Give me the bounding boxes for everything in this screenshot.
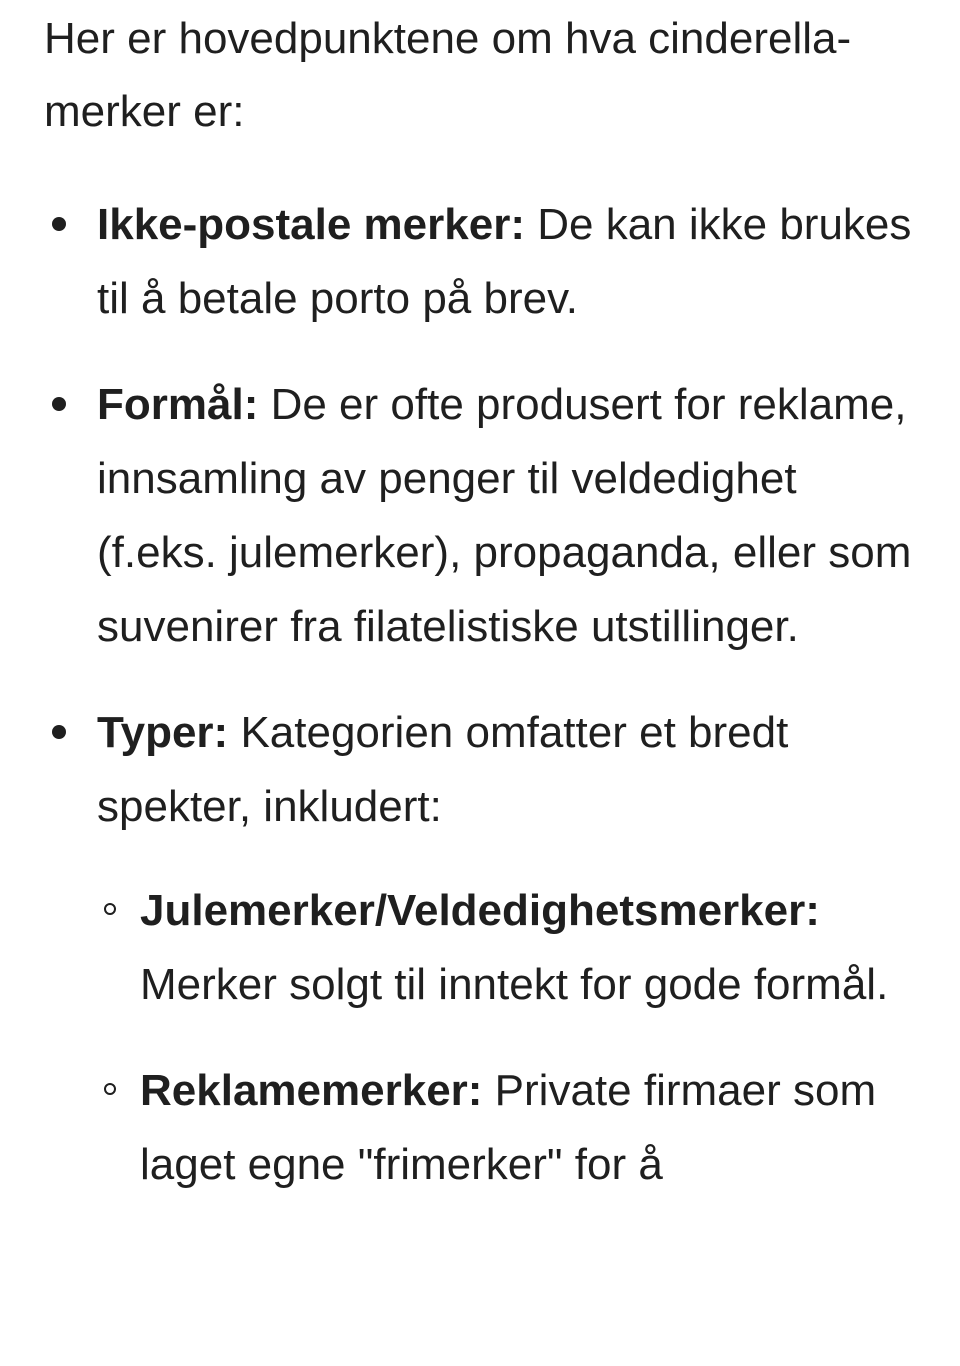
sub-item-text: Private firmaer som laget egne "frimerker" for å xyxy=(140,1066,877,1189)
item-text: De kan ikke brukes til å betale porto på brev. xyxy=(97,200,912,323)
list-item xyxy=(44,368,924,664)
list-item xyxy=(44,188,924,336)
sub-list-item xyxy=(97,1054,924,1202)
item-text: De er ofte produsert for reklame, innsamling av penger til veldedighet (f.eks. julemerker), propaganda, eller som suvenirer fra filatelistiske utstillinger. xyxy=(97,380,912,651)
item-title: Ikke-postale merker: xyxy=(97,200,525,249)
bullet-icon xyxy=(52,725,66,739)
item-text: Kategorien omfatter et bredt spekter, inkludert: xyxy=(97,708,789,831)
hollow-bullet-icon xyxy=(104,1083,116,1095)
sub-item-text: Merker solgt til inntekt for gode formål. xyxy=(140,960,889,1009)
item-title: Typer: xyxy=(97,708,229,757)
sub-bullet-list xyxy=(97,874,924,1202)
bullet-icon xyxy=(52,217,66,231)
hollow-bullet-icon xyxy=(104,903,116,915)
sub-list-item xyxy=(97,874,924,1022)
bullet-icon xyxy=(52,397,66,411)
intro-paragraph: Her er hovedpunktene om hva cinderella-merker er: xyxy=(44,14,852,136)
item-title: Formål: xyxy=(97,380,259,429)
bullet-list xyxy=(44,188,924,1202)
message-content xyxy=(44,0,924,1234)
sub-item-title: Reklamemerker: xyxy=(140,1066,483,1115)
sub-item-title: Julemerker/Veldedighetsmerker: xyxy=(140,886,820,935)
list-item xyxy=(44,696,924,1202)
